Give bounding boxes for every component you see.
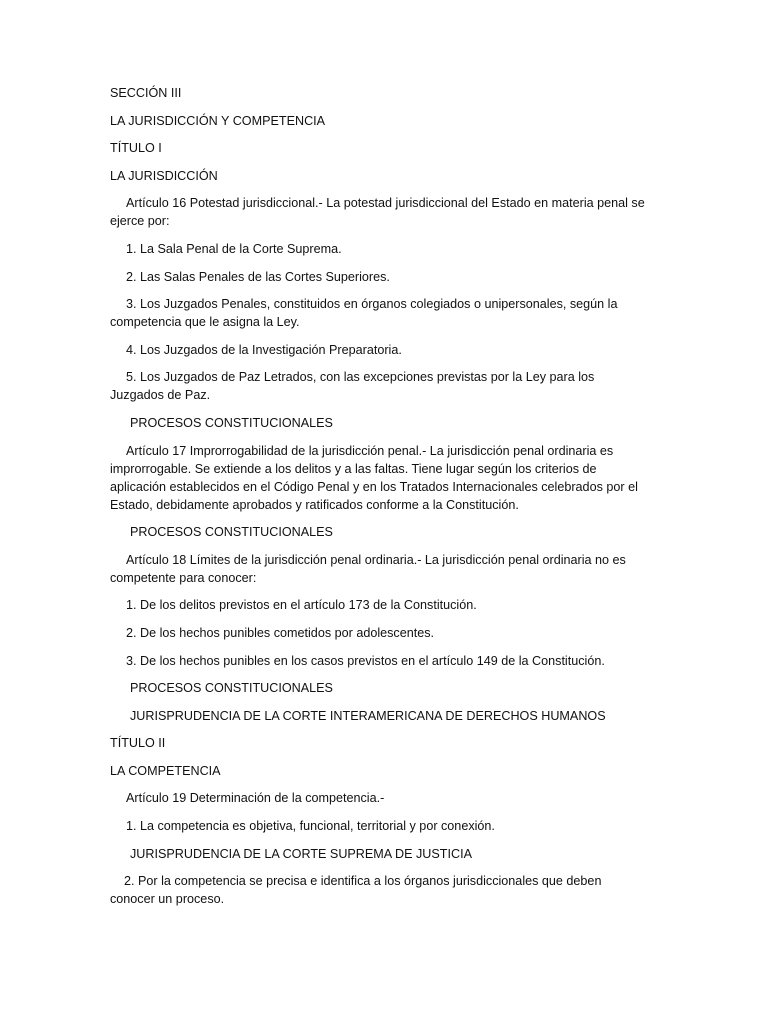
article-16-item: 1. La Sala Penal de la Corte Suprema. xyxy=(126,241,342,256)
procesos-constitucionales-heading: PROCESOS CONSTITUCIONALES xyxy=(130,525,333,540)
title-1-heading: TÍTULO I xyxy=(110,141,162,156)
section-title: LA JURISDICCIÓN Y COMPETENCIA xyxy=(110,113,326,128)
title-2-heading: TÍTULO II xyxy=(110,736,166,751)
title-1-name: LA JURISDICCIÓN xyxy=(110,168,218,183)
article-18-item: 3. De los hechos punibles en los casos previstos en el artículo 149 de la Constitución. xyxy=(126,653,605,668)
section-heading: SECCIÓN III xyxy=(110,86,182,100)
article-16-item: 3. Los Juzgados Penales, constituidos en órganos colegiados o unipersonales, según la competencia que le asigna la Ley. xyxy=(110,297,618,330)
article-16-item: 4. Los Juzgados de la Investigación Preparatoria. xyxy=(126,342,402,357)
article-16-item: 2. Las Salas Penales de las Cortes Superiores. xyxy=(126,269,390,284)
article-16-item: 5. Los Juzgados de Paz Letrados, con las excepciones previstas por la Ley para los Juzgados de Paz. xyxy=(110,370,595,403)
procesos-constitucionales-heading: PROCESOS CONSTITUCIONALES xyxy=(130,415,333,430)
article-17: Artículo 17 Improrrogabilidad de la jurisdicción penal.- La jurisdicción penal ordinaria es improrrogable. Se extiende a los delitos y a las faltas. Tiene lugar según los criterios de aplicación establecidos en el Código Penal y en los Tratados Internacionales celebrados por el Estado, debidamente aprobados y ratificados conforme a la Constitución. xyxy=(110,443,638,512)
article-16: Artículo 16 Potestad jurisdiccional.- La potestad jurisdiccional del Estado en materia penal se ejerce por: xyxy=(110,196,645,229)
jurisprudencia-csj-heading: JURISPRUDENCIA DE LA CORTE SUPREMA DE JUSTICIA xyxy=(130,846,472,861)
article-19-item: 1. La competencia es objetiva, funcional, territorial y por conexión. xyxy=(126,819,495,834)
article-18-item: 1. De los delitos previstos en el artículo 173 de la Constitución. xyxy=(126,598,477,613)
jurisprudencia-cidh-heading: JURISPRUDENCIA DE LA CORTE INTERAMERICANA DE DERECHOS HUMANOS xyxy=(130,708,606,723)
article-18: Artículo 18 Límites de la jurisdicción penal ordinaria.- La jurisdicción penal ordinaria no es competente para conocer: xyxy=(110,552,626,585)
title-2-name: LA COMPETENCIA xyxy=(110,763,221,778)
article-19: Artículo 19 Determinación de la competencia.- xyxy=(126,791,385,806)
article-19-item: 2. Por la competencia se precisa e identifica a los órganos jurisdiccionales que deben conocer un proceso. xyxy=(110,874,602,907)
article-18-item: 2. De los hechos punibles cometidos por adolescentes. xyxy=(126,625,435,640)
procesos-constitucionales-heading: PROCESOS CONSTITUCIONALES xyxy=(130,681,333,696)
